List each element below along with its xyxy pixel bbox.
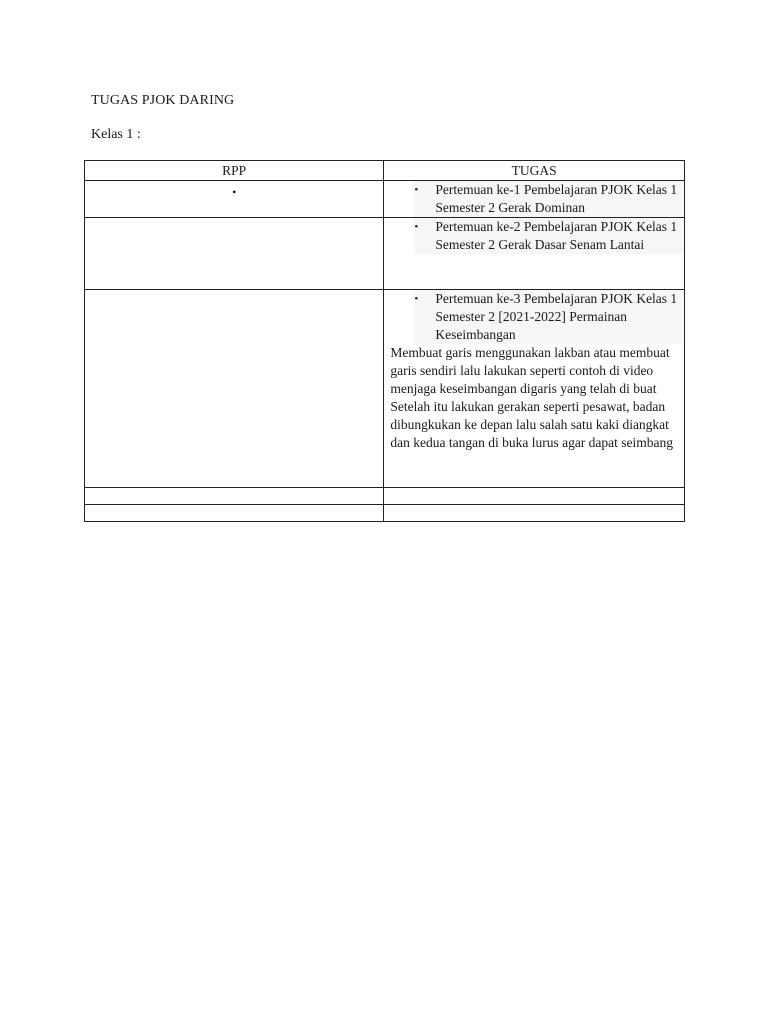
rpp-cell xyxy=(85,218,384,290)
rpp-cell xyxy=(85,505,384,522)
tugas-cell xyxy=(384,488,685,505)
task-description: Setelah itu lakukan gerakan seperti pesawat, badan dibungkukan ke depan lalu salah satu kaki diangkat dan kedua tangan di buka lurus agar dapat seimbang xyxy=(390,399,674,450)
table-row xyxy=(85,181,685,218)
tugas-cell xyxy=(384,181,685,218)
document-title: TUGAS PJOK DARING xyxy=(91,93,235,108)
column-header-tugas: TUGAS xyxy=(384,161,685,181)
rpp-cell xyxy=(85,290,384,488)
tugas-cell xyxy=(384,505,685,522)
table-header-row xyxy=(85,161,685,181)
rpp-cell xyxy=(85,181,384,218)
task-item xyxy=(414,218,684,254)
tugas-cell xyxy=(384,218,685,290)
bullet-icon: • xyxy=(414,293,419,305)
task-item xyxy=(414,290,684,344)
table-row xyxy=(85,505,685,522)
task-item xyxy=(414,181,684,217)
task-table xyxy=(84,160,685,522)
bullet-icon: • xyxy=(232,185,237,199)
task-item-text: Pertemuan ke-3 Pembelajaran PJOK Kelas 1 Semester 2 [2021-2022] Permainan Keseimbangan xyxy=(435,291,678,342)
rpp-cell xyxy=(85,488,384,505)
tugas-cell xyxy=(384,290,685,488)
document-subtitle: Kelas 1 : xyxy=(91,127,141,142)
task-item-text: Pertemuan ke-2 Pembelajaran PJOK Kelas 1 Semester 2 Gerak Dasar Senam Lantai xyxy=(435,219,678,252)
column-header-rpp: RPP xyxy=(85,161,384,181)
table-row xyxy=(85,290,685,488)
table-row xyxy=(85,218,685,290)
task-description: Membuat garis menggunakan lakban atau membuat garis sendiri lalu lakukan seperti contoh di video menjaga keseimbangan digaris yang telah di buat xyxy=(390,345,670,396)
task-item-text: Pertemuan ke-1 Pembelajaran PJOK Kelas 1 Semester 2 Gerak Dominan xyxy=(435,182,678,215)
table-row xyxy=(85,488,685,505)
bullet-icon: • xyxy=(414,184,419,196)
bullet-icon: • xyxy=(414,221,419,233)
